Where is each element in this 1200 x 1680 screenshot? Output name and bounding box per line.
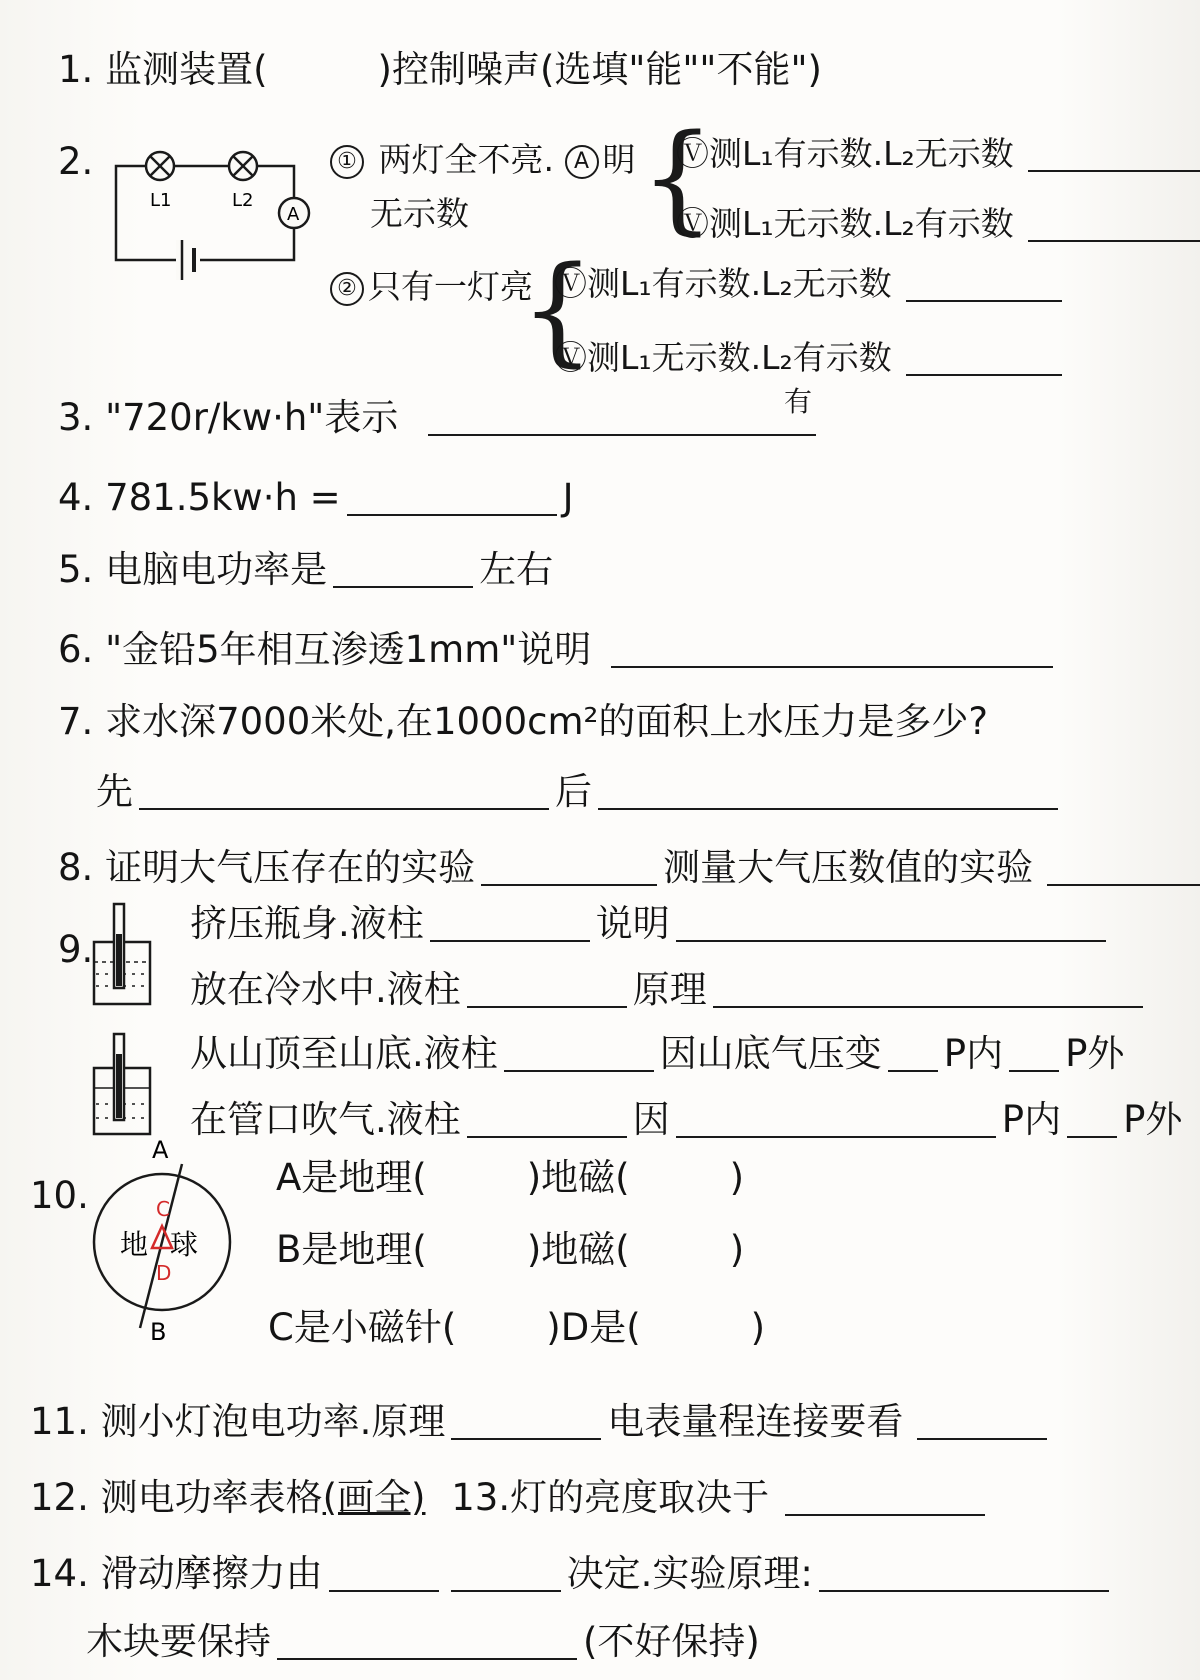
question-11: 11. 测小灯泡电功率.原理 电表量程连接要看 [30, 1400, 1053, 1444]
answer-blank[interactable] [481, 854, 657, 886]
answer-blank[interactable] [1028, 140, 1200, 172]
question-7-steps: 先 后 [96, 770, 1064, 814]
ammeter-symbol: A [565, 145, 599, 179]
question-9-row-3: 从山顶至山底.液柱 因山底气压变 P内 P外 [190, 1032, 1125, 1075]
question-4: 4. 781.5kw·h = J [58, 476, 574, 519]
svg-text:L1: L1 [150, 190, 172, 211]
question-14-cont: 木块要保持 (不好保持) [86, 1620, 760, 1663]
answer-blank[interactable] [1009, 1040, 1059, 1072]
answer-blank[interactable] [785, 1484, 985, 1516]
svg-text:地球: 地球 [120, 1228, 221, 1261]
question-9-row-2: 放在冷水中.液柱 原理 [190, 968, 1149, 1012]
answer-blank[interactable] [598, 778, 1058, 810]
answer-blank[interactable] [906, 344, 1062, 376]
series-circuit-diagram [110, 140, 320, 290]
question-7: 7. 求水深7000米处,在1000cm²的面积上水压力是多少? [58, 700, 989, 743]
brace-2: { [520, 240, 596, 378]
question-12-13: 12. 测电功率表格(画全) 13.灯的亮度取决于 [30, 1476, 991, 1520]
answer-blank[interactable] [277, 1628, 577, 1660]
answer-blank[interactable] [347, 484, 557, 516]
q2-case-1-option-2: Ⓥ测L₁无示数.L₂有示数 [676, 202, 1200, 246]
answer-blank[interactable] [713, 976, 1143, 1008]
svg-text:A: A [152, 1136, 169, 1164]
answer-blank[interactable] [467, 976, 627, 1008]
q2-correction-note: 有 [784, 385, 813, 418]
answer-blank[interactable] [819, 1560, 1109, 1592]
question-14: 14. 滑动摩擦力由 决定.实验原理: [30, 1552, 1115, 1596]
answer-blank[interactable] [1047, 854, 1200, 886]
svg-text:C: C [156, 1197, 170, 1221]
svg-text:B: B [150, 1318, 167, 1346]
question-9-row-4: 在管口吹气.液柱 因 P内 P外 [190, 1098, 1183, 1141]
answer-blank[interactable] [676, 910, 1106, 942]
answer-blank[interactable] [333, 556, 473, 588]
question-10-row-1: A是地理( )地磁( ) [276, 1156, 745, 1199]
q2-case-2-option-2: Ⓥ测L₁无示数.L₂有示数 [554, 336, 1068, 380]
question-5: 5. 电脑电功率是 左右 [58, 548, 554, 591]
answer-blank[interactable] [467, 1106, 627, 1138]
svg-text:L2: L2 [232, 190, 254, 211]
question-8: 8. 证明大气压存在的实验 测量大气压数值的实验 [58, 846, 1200, 890]
answer-blank[interactable] [611, 636, 1053, 668]
question-3: 3. "720r/kw·h"表示 [58, 396, 822, 440]
q2-case-2: ② 只有一灯亮 [330, 265, 533, 309]
q2-case-1: ① 两灯全不亮. A 明 [330, 138, 636, 182]
question-9-number: 9. [58, 928, 94, 971]
question-2-number: 2. [58, 140, 94, 183]
answer-blank[interactable] [676, 1106, 996, 1138]
answer-blank[interactable] [430, 910, 590, 942]
bottle-thermometer-icon [88, 900, 158, 1010]
bottle-barometer-icon [88, 1030, 158, 1140]
battery-icon [176, 240, 200, 280]
question-9-row-1: 挤压瓶身.液柱 说明 [190, 902, 1112, 946]
q2-case-1-cont: 无示数 [370, 194, 469, 233]
answer-blank[interactable] [428, 404, 816, 436]
svg-text:A: A [287, 204, 300, 225]
question-6: 6. "金铅5年相互渗透1mm"说明 [58, 628, 1059, 672]
question-10-number: 10. [30, 1174, 89, 1217]
answer-blank[interactable] [504, 1040, 654, 1072]
answer-blank[interactable] [1028, 210, 1200, 242]
question-10-row-3: C是小磁针( )D是( ) [268, 1306, 766, 1349]
answer-blank[interactable] [906, 270, 1062, 302]
answer-blank[interactable] [917, 1408, 1047, 1440]
answer-blank[interactable] [451, 1560, 561, 1592]
answer-blank[interactable] [888, 1040, 938, 1072]
q2-case-2-option-1: Ⓥ测L₁有示数.L₂无示数 [554, 262, 1068, 306]
brace-1: { [640, 108, 716, 246]
answer-blank[interactable] [1067, 1106, 1117, 1138]
earth-magnetism-diagram [90, 1136, 250, 1346]
question-10-row-2: B是地理( )地磁( ) [276, 1228, 745, 1271]
answer-blank[interactable] [139, 778, 549, 810]
answer-blank[interactable] [451, 1408, 601, 1440]
answer-blank[interactable] [329, 1560, 439, 1592]
svg-text:D: D [156, 1261, 172, 1285]
question-1: 1. 监测装置( )控制噪声(选填"能""不能") [58, 48, 822, 91]
q2-case-1-option-1: Ⓥ测L₁有示数.L₂无示数 [676, 132, 1200, 176]
